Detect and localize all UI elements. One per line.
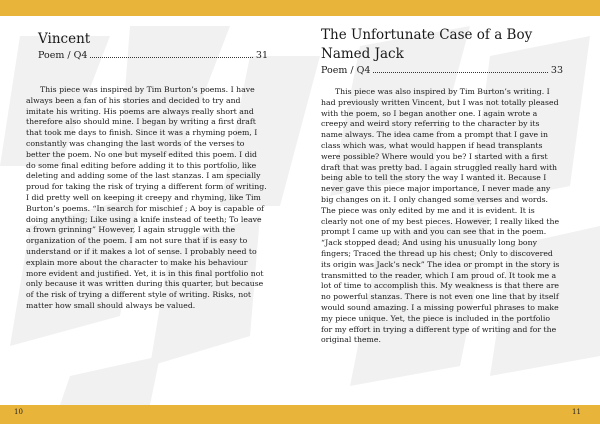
dot-leader [373,72,547,73]
body-paragraph: This piece was inspired by Tim Burton’s poems. I have always been a fan of his stories and decided to try and imitate his writing. His poems are always really short and therefore also should mine. I began by writing a first draft that took me days to finish. Since it was a rhyming poem, I constantly was changing the last words of the verses to better the poem. No one but myself edited this poem. I did do some final editing before adding it to this portfolio, like deleting and adding some of the last stanzas. I am specially proud for taking the risk of trying a different form of writing. I did pretty well on keeping it creepy and rhyming, like Tim Burton’s poems. “In search for mischief ; A boy is capable of doing anything; Like using a knife instead of teeth; To leave a frown grinning” However, I again struggle with the organization of the poem. I am not sure that if is easy to understand or if it makes a lot of sense. I probably need to explain more about the character to make his behaviour more evident and justified. Yet, it is in this final portfolio not only because it was written during this quarter, but because of the risk of trying a different style of writing. Risks, not matter how small should always be valued. [26,85,267,310]
dot-leader [90,57,252,58]
toc-label: Poem / Q4 [321,65,371,76]
top-accent-band [0,0,600,16]
right-page [321,26,563,346]
right-page-number: 11 [572,408,581,416]
page-title: The Unfortunate Case of a Boy Named Jack [321,27,533,62]
left-page [26,30,268,312]
body-paragraph: This piece was also inspired by Tim Burton’s writing. I had previously written Vincent, but I was not totally pleased with the poem, so I began another one. I again wrote a creepy and weird story referring to the character by its name always. The idea came from a prompt that I gave in class which was, what would happen if head transplants were possible? Where would you be? I started with a first draft that was pretty bad. I again struggled really hard with being able to tell the story the way I wanted it. Because I never gave this piece major importance, I never made any big changes on it. I only changed some verses and words. The piece was only edited by me and it is evident. It is clearly not one of my best pieces. However, I really liked the prompt I came up with and you can see that in the poem. “Jack stopped dead; And using his unusually long bony fingers; Traced the thread up his chest; Only to discovered its origin was Jack’s neck” The idea or prompt in the story is transmitted to the reader, which I am proud of. It took me a lot of time to accomplish this. My weakness is that there are no powerful stanzas. There is not even one line that by itself would sound amazing. I a missing powerful phrases to make my piece unique. Yet, the piece is included in the portfolio for my effort in trying a different type of writing and for the original theme. [321,87,560,345]
toc-page-number: 33 [550,65,563,76]
toc-page-number: 31 [255,50,268,61]
left-page-number: 10 [14,408,23,416]
page-title: Vincent [38,31,91,47]
toc-entry [26,49,268,63]
toc-entry [321,64,563,78]
toc-label: Poem / Q4 [38,50,88,61]
bottom-accent-band [0,405,600,424]
